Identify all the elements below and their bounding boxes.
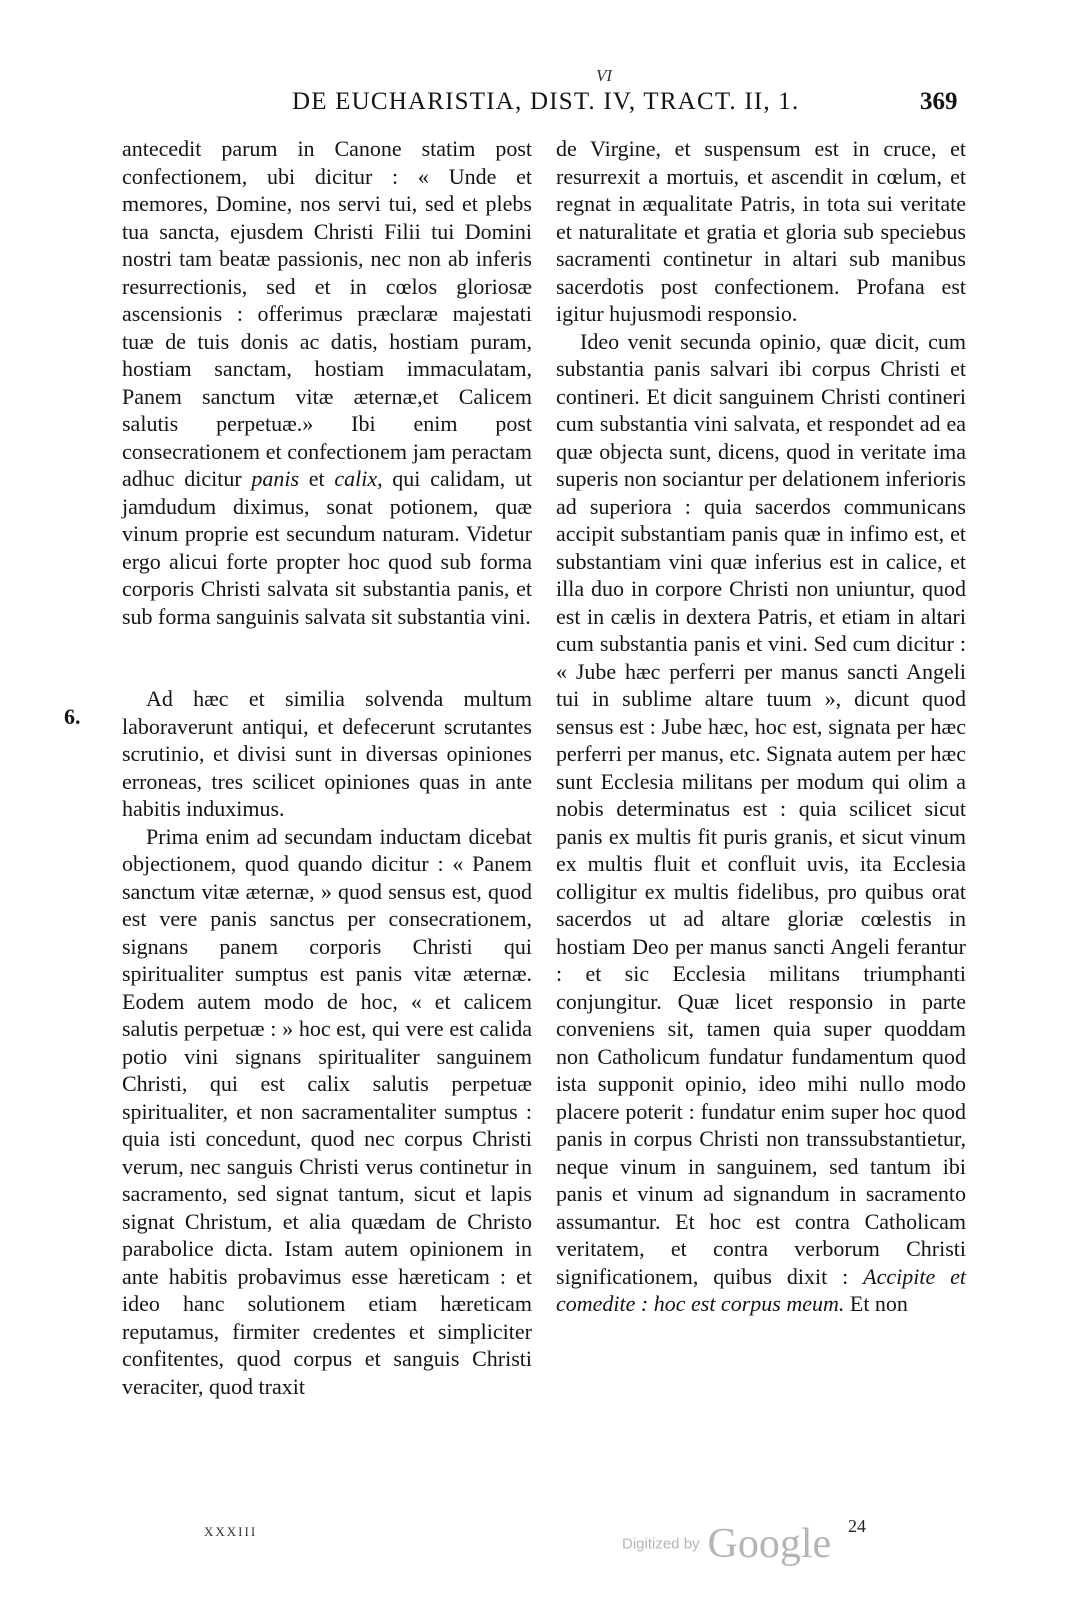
- running-header: [0, 66, 1087, 128]
- running-title: DE EUCHARISTIA, DIST. IV, TRACT. II, 1.: [292, 88, 800, 115]
- left-column: [122, 135, 532, 1400]
- digitized-watermark: [622, 1520, 831, 1568]
- signature-mark: XXXIII: [204, 1524, 258, 1539]
- page-number: 369: [920, 88, 958, 115]
- google-logo: Google: [707, 1521, 832, 1567]
- right-paragraph-2: Ideo venit secunda opinio, quæ dicit, cum substantia panis salvari ibi corpus Christi et contineri. Et dicit sanguinem Christi contineri cum substantia vini salvata, et respondet ad ea quæ objecta sunt, dicens, quod in veritate ima superis non sociantur per delationem inferioris ad superiora : quia sacerdos communicans accipit substantiam panis quæ in infimo est, et substantiam vini quæ inferius est in calice, et illa duo in corpore Christi non uniuntur, quod est in cælis in dextera Patris, et etiam in altari cum substantia panis et vini. Sed cum dicitur : « Jube hæc perferri per manus sancti Angeli tui in sublime altare tuum », dicunt quod sensus est : Jube hæc, hoc est, signata per hæc perferri per manus, etc. Signata autem per hæc sunt Ecclesia militans per modum qui olim a nobis determinatus est : quia scilicet sicut panis ex multis fit puris granis, et sicut vinum ex multis fluit et confluit uvis, ita Ecclesia colligitur ex multis fidelibus, pro quibus orat sacerdos ut ad altare gloriæ cœlestis in hostiam Deo per manus sancti Angeli ferantur : et sic Ecclesia militans triumphanti conjungitur. Quæ licet responsio in parte conveniens sit, tamen quia super quoddam non Catholicum fundatur fundamentum quod ista supponit opinio, ideo mihi nullo modo placere poterit : fundatur enim super hoc quod panis in corpus Christi non transsubstantietur, neque vinum in sanguinem, sed tantum ibi panis et vinum ad signandum in sacramento assumantur. Et hoc est contra Catholicam veritatem, et contra verborum Christi significationem, quibus dixit : Accipite et comedite : hoc est corpus meum. Et non: [556, 328, 966, 1316]
- right-paragraph-1: de Virgine, et suspensum est in cruce, et resurrexit a mortuis, et ascendit in cœlum, et regnat in æqualitate Patris, in tota sui veritate et naturalitate et gratia et gloria sub speciebus sacramenti continetur in altari sub manibus sacerdotis post confectionem. Profana est igitur hujusmodi responsio.: [556, 136, 966, 326]
- handwritten-correction: VI: [596, 66, 613, 85]
- section-number: 6.: [64, 704, 81, 729]
- left-paragraph-2: Ad hæc et similia solvenda multum laboraverunt antiqui, et defecerunt scrutantes scrutinio, et divisi sunt in diversas opiniones erroneas, tres scilicet opiniones quas in ante habitis induximus.: [122, 686, 532, 821]
- sheet-number: 24: [848, 1516, 866, 1536]
- left-paragraph-3: Prima enim ad secundam inductam dicebat objectionem, quod quando dicitur : « Panem sanctum vitæ æternæ, » quod sensus est, quod est vere panis sanctus per consecrationem, signans panem corporis Christi qui spiritualiter sumptus est panis vitæ æternæ. Eodem autem modo de hoc, « et calicem salutis perpetuæ : » hoc est, qui vere est calida potio vini signans spiritualiter sanguinem Christi, qui est calix salutis perpetuæ spiritualiter, et non sacramentaliter sumptus : quia isti concedunt, quod nec corpus Christi verum, nec sanguis Christi verus continetur in sacramento, sed signat tantum, sicut et lapis signat Christum, et alia quædam de Christo parabolice dicta. Istam autem opinionem in ante habitis probavimus esse hæreticam : et ideo hanc solutionem etiam hæreticam reputamus, firmiter credentes et simpliciter confitentes, quod corpus et sanguis Christi veraciter, quod traxit: [122, 823, 532, 1399]
- digitized-by-text: Digitized by: [622, 1535, 700, 1553]
- left-paragraph-1: antecedit parum in Canone statim post confectionem, ubi dicitur : « Unde et memores, Domine, nos servi tui, sed et plebs tua sancta, ejusdem Christi Filii tui Domini nostri tam beatæ passionis, nec non ab inferis resurrectionis, sed et in cœlos gloriosæ ascensionis : offerimus præclaræ majestati tuæ de tuis donis ac datis, hostiam puram, hostiam sanctam, hostiam immaculatam, Panem sanctum vitæ æternæ,et Calicem salutis perpetuæ.» Ibi enim post consecrationem et confectionem jam peractam adhuc dicitur panis et calix, qui calidam, ut jamdudum diximus, sonat potionem, quæ vinum proprie est secundum naturam. Videtur ergo alicui forte propter hoc quod sub forma corporis Christi salvata sit substantia panis, et sub forma sanguinis salvata sit substantia vini.: [122, 136, 533, 629]
- right-column: [556, 135, 966, 1318]
